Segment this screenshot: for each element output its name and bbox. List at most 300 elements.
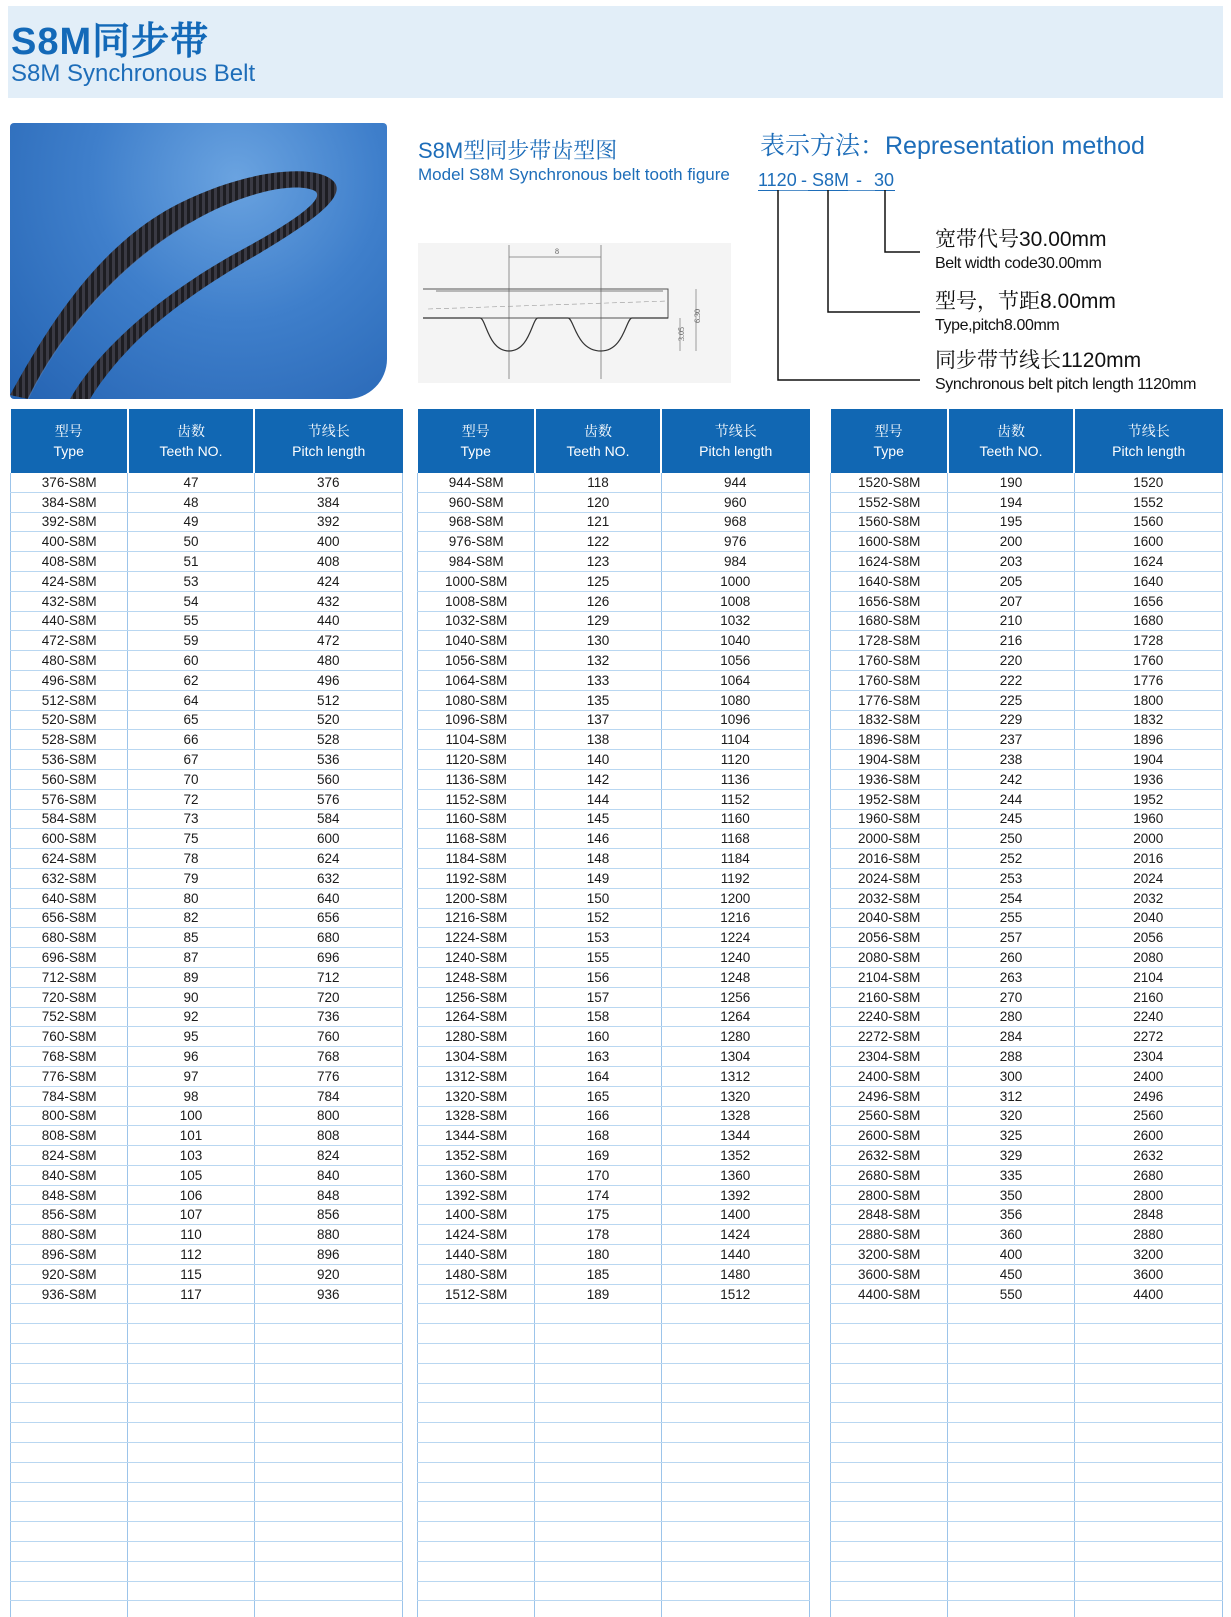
empty-table-row — [418, 1502, 810, 1522]
table-row — [831, 1106, 1223, 1126]
empty-cell — [11, 1423, 128, 1443]
teeth-cell: 360 — [948, 1225, 1074, 1245]
tooth-figure-title-cn: S8M型同步带齿型图 — [418, 138, 618, 163]
empty-cell — [1074, 1423, 1222, 1443]
type-cell: 2056-S8M — [831, 928, 948, 948]
pitch-length-cell: 2032 — [1074, 888, 1222, 908]
table-row — [11, 1245, 403, 1265]
teeth-cell: 90 — [128, 987, 254, 1007]
teeth-cell: 329 — [948, 1146, 1074, 1166]
table-row — [418, 1284, 810, 1304]
table-row — [11, 631, 403, 651]
table-row — [418, 1264, 810, 1284]
teeth-cell: 110 — [128, 1225, 254, 1245]
teeth-cell: 335 — [948, 1165, 1074, 1185]
type-header — [418, 409, 535, 473]
teeth-cell: 49 — [128, 512, 254, 532]
type-cell: 1520-S8M — [831, 473, 948, 492]
empty-table-row — [418, 1482, 810, 1502]
type-cell: 1184-S8M — [418, 849, 535, 869]
empty-cell — [418, 1462, 535, 1482]
teeth-cell: 300 — [948, 1066, 1074, 1086]
teeth-cell: 164 — [535, 1066, 661, 1086]
teeth-cell: 203 — [948, 552, 1074, 572]
empty-cell — [661, 1522, 809, 1542]
empty-cell — [254, 1363, 402, 1383]
empty-cell — [535, 1304, 661, 1324]
type-cell: 1728-S8M — [831, 631, 948, 651]
pitch-length-cell: 2104 — [1074, 967, 1222, 987]
type-header-cn: 型号 — [461, 423, 490, 439]
empty-cell — [948, 1383, 1074, 1403]
table-row — [11, 591, 403, 611]
type-cell: 2880-S8M — [831, 1225, 948, 1245]
type-cell: 2304-S8M — [831, 1047, 948, 1067]
pitch-length-cell: 376 — [254, 473, 402, 492]
empty-cell — [11, 1581, 128, 1601]
empty-cell — [418, 1304, 535, 1324]
table-row — [418, 1205, 810, 1225]
teeth-cell: 245 — [948, 809, 1074, 829]
type-cell: 536-S8M — [11, 750, 128, 770]
pitch-length-cell: 960 — [661, 492, 809, 512]
table-row — [418, 1106, 810, 1126]
table-row — [11, 730, 403, 750]
pitch-length-cell: 824 — [254, 1146, 402, 1166]
teeth-cell: 138 — [535, 730, 661, 750]
type-cell: 896-S8M — [11, 1245, 128, 1265]
empty-cell — [11, 1403, 128, 1423]
empty-cell — [948, 1443, 1074, 1463]
teeth-header-en: Teeth NO. — [979, 443, 1043, 459]
teeth-cell: 189 — [535, 1284, 661, 1304]
type-cell: 2632-S8M — [831, 1146, 948, 1166]
type-cell: 576-S8M — [11, 789, 128, 809]
table-row — [418, 1007, 810, 1027]
empty-cell — [254, 1324, 402, 1344]
type-cell: 3200-S8M — [831, 1245, 948, 1265]
pitch-length-cell: 1168 — [661, 829, 809, 849]
empty-table-row — [418, 1383, 810, 1403]
teeth-cell: 64 — [128, 690, 254, 710]
table-row — [418, 492, 810, 512]
empty-cell — [535, 1581, 661, 1601]
pitch-length-cell: 2080 — [1074, 948, 1222, 968]
table-row — [418, 690, 810, 710]
empty-table-row — [831, 1423, 1223, 1443]
type-cell: 1936-S8M — [831, 769, 948, 789]
empty-cell — [535, 1462, 661, 1482]
empty-cell — [831, 1363, 948, 1383]
table-row — [11, 690, 403, 710]
type-cell: 1216-S8M — [418, 908, 535, 928]
table-row — [11, 769, 403, 789]
teeth-cell: 53 — [128, 571, 254, 591]
empty-table-row — [418, 1324, 810, 1344]
pitch-length-header-cn: 节线长 — [714, 423, 757, 439]
pitch-length-cell: 1552 — [1074, 492, 1222, 512]
teeth-cell: 115 — [128, 1264, 254, 1284]
pitch-length-cell: 1104 — [661, 730, 809, 750]
pitch-length-cell: 1624 — [1074, 552, 1222, 572]
empty-cell — [11, 1383, 128, 1403]
teeth-header — [948, 409, 1074, 473]
table-row — [418, 473, 810, 492]
teeth-cell: 87 — [128, 948, 254, 968]
pitch-length-cell: 1392 — [661, 1185, 809, 1205]
table-row — [11, 651, 403, 671]
teeth-cell: 100 — [128, 1106, 254, 1126]
empty-cell — [128, 1462, 254, 1482]
type-cell: 1344-S8M — [418, 1126, 535, 1146]
teeth-cell: 190 — [948, 473, 1074, 492]
empty-cell — [11, 1561, 128, 1581]
pitch-length-cell: 528 — [254, 730, 402, 750]
type-cell: 1680-S8M — [831, 611, 948, 631]
empty-cell — [11, 1601, 128, 1617]
type-cell: 752-S8M — [11, 1007, 128, 1027]
pitch-length-cell: 496 — [254, 670, 402, 690]
pitch-length-cell: 1904 — [1074, 750, 1222, 770]
table-row — [831, 670, 1223, 690]
table-row — [831, 1185, 1223, 1205]
pitch-length-cell: 776 — [254, 1066, 402, 1086]
type-cell: 2400-S8M — [831, 1066, 948, 1086]
type-cell: 976-S8M — [418, 532, 535, 552]
teeth-cell: 225 — [948, 690, 1074, 710]
pitch-length-cell: 1800 — [1074, 690, 1222, 710]
pitch-length-cell: 536 — [254, 750, 402, 770]
table-row — [831, 611, 1223, 631]
code-length: 1120 — [758, 170, 797, 190]
type-header — [11, 409, 128, 473]
empty-table-row — [11, 1344, 403, 1364]
empty-cell — [418, 1383, 535, 1403]
empty-cell — [831, 1344, 948, 1364]
teeth-cell: 106 — [128, 1185, 254, 1205]
table-row — [831, 690, 1223, 710]
teeth-cell: 79 — [128, 868, 254, 888]
empty-table-row — [831, 1581, 1223, 1601]
type-cell: 1104-S8M — [418, 730, 535, 750]
teeth-cell: 130 — [535, 631, 661, 651]
table-row — [11, 1185, 403, 1205]
pitch-length-cell: 1952 — [1074, 789, 1222, 809]
table-row — [831, 571, 1223, 591]
width-code-label-cn: 宽带代号30.00mm — [935, 228, 1107, 251]
empty-cell — [128, 1561, 254, 1581]
table-row — [11, 1205, 403, 1225]
empty-cell — [535, 1344, 661, 1364]
type-cell: 824-S8M — [11, 1146, 128, 1166]
pitch-length-cell: 560 — [254, 769, 402, 789]
tooth-figure-title-en: Model S8M Synchronous belt tooth figure — [418, 165, 730, 184]
tooth-height-dimension-label: 3.05 — [677, 327, 686, 341]
pitch-length-cell: 2496 — [1074, 1086, 1222, 1106]
empty-table-row — [831, 1304, 1223, 1324]
type-cell: 1640-S8M — [831, 571, 948, 591]
empty-cell — [661, 1344, 809, 1364]
pitch-length-header — [254, 409, 402, 473]
teeth-cell: 132 — [535, 651, 661, 671]
table-row — [11, 571, 403, 591]
empty-cell — [1074, 1403, 1222, 1423]
table-row — [11, 750, 403, 770]
type-cell: 2104-S8M — [831, 967, 948, 987]
pitch-length-cell: 1080 — [661, 690, 809, 710]
empty-cell — [11, 1522, 128, 1542]
teeth-cell: 195 — [948, 512, 1074, 532]
empty-table-row — [11, 1363, 403, 1383]
table-row — [831, 730, 1223, 750]
pitch-length-cell: 720 — [254, 987, 402, 1007]
empty-cell — [418, 1502, 535, 1522]
type-cell: 1304-S8M — [418, 1047, 535, 1067]
empty-cell — [254, 1403, 402, 1423]
table-row — [11, 710, 403, 730]
pitch-length-cell: 1280 — [661, 1027, 809, 1047]
pitch-length-cell: 1152 — [661, 789, 809, 809]
type-cell: 984-S8M — [418, 552, 535, 572]
type-cell: 480-S8M — [11, 651, 128, 671]
table-row — [418, 1146, 810, 1166]
empty-cell — [535, 1363, 661, 1383]
empty-cell — [418, 1581, 535, 1601]
pitch-length-cell: 1560 — [1074, 512, 1222, 532]
type-cell: 1152-S8M — [418, 789, 535, 809]
empty-cell — [1074, 1324, 1222, 1344]
teeth-cell: 126 — [535, 591, 661, 611]
empty-cell — [1074, 1383, 1222, 1403]
table-row — [831, 1047, 1223, 1067]
empty-cell — [948, 1522, 1074, 1542]
teeth-cell: 117 — [128, 1284, 254, 1304]
pitch-length-cell: 856 — [254, 1205, 402, 1225]
type-cell: 472-S8M — [11, 631, 128, 651]
pitch-length-cell: 2800 — [1074, 1185, 1222, 1205]
pitch-length-cell: 1328 — [661, 1106, 809, 1126]
pitch-length-cell: 1032 — [661, 611, 809, 631]
teeth-cell: 66 — [128, 730, 254, 750]
empty-cell — [831, 1304, 948, 1324]
table-row — [418, 571, 810, 591]
table-row — [11, 967, 403, 987]
empty-table-row — [11, 1502, 403, 1522]
pitch-length-cell: 976 — [661, 532, 809, 552]
type-cell: 2600-S8M — [831, 1126, 948, 1146]
type-cell: 1960-S8M — [831, 809, 948, 829]
pitch-length-cell: 2160 — [1074, 987, 1222, 1007]
empty-table-row — [418, 1601, 810, 1617]
table-row — [418, 789, 810, 809]
type-cell: 424-S8M — [11, 571, 128, 591]
table-row — [11, 1106, 403, 1126]
empty-table-row — [831, 1542, 1223, 1562]
teeth-cell: 95 — [128, 1027, 254, 1047]
teeth-cell: 101 — [128, 1126, 254, 1146]
table-row — [418, 532, 810, 552]
pitch-length-cell: 784 — [254, 1086, 402, 1106]
table-row — [831, 948, 1223, 968]
empty-cell — [661, 1304, 809, 1324]
type-cell: 968-S8M — [418, 512, 535, 532]
type-cell: 1560-S8M — [831, 512, 948, 532]
type-cell: 1280-S8M — [418, 1027, 535, 1047]
table-row — [831, 1205, 1223, 1225]
table-row — [831, 888, 1223, 908]
teeth-cell: 112 — [128, 1245, 254, 1265]
type-header — [831, 409, 948, 473]
type-cell: 1552-S8M — [831, 492, 948, 512]
empty-cell — [661, 1502, 809, 1522]
type-header-cn: 型号 — [874, 423, 903, 439]
empty-cell — [128, 1542, 254, 1562]
table-row — [11, 1126, 403, 1146]
empty-cell — [948, 1502, 1074, 1522]
teeth-cell: 155 — [535, 948, 661, 968]
teeth-cell: 157 — [535, 987, 661, 1007]
empty-cell — [11, 1304, 128, 1324]
type-cell: 2040-S8M — [831, 908, 948, 928]
type-cell: 784-S8M — [11, 1086, 128, 1106]
type-cell: 1224-S8M — [418, 928, 535, 948]
pitch-length-cell: 1040 — [661, 631, 809, 651]
empty-cell — [948, 1561, 1074, 1581]
empty-cell — [1074, 1482, 1222, 1502]
pitch-length-cell: 760 — [254, 1027, 402, 1047]
table-row — [831, 1086, 1223, 1106]
empty-table-row — [11, 1423, 403, 1443]
type-cell: 384-S8M — [11, 492, 128, 512]
type-cell: 1440-S8M — [418, 1245, 535, 1265]
teeth-cell: 400 — [948, 1245, 1074, 1265]
empty-table-row — [11, 1522, 403, 1542]
pitch-length-cell: 2848 — [1074, 1205, 1222, 1225]
teeth-cell: 121 — [535, 512, 661, 532]
pitch-length-cell: 1096 — [661, 710, 809, 730]
representation-title: 表示方法：Representation method — [760, 132, 1145, 160]
pitch-length-header-en: Pitch length — [699, 443, 773, 459]
table-row — [831, 591, 1223, 611]
empty-table-row — [418, 1522, 810, 1542]
table-row — [831, 1165, 1223, 1185]
pitch-length-cell: 1240 — [661, 948, 809, 968]
empty-table-row — [831, 1561, 1223, 1581]
empty-table-row — [418, 1344, 810, 1364]
pitch-length-cell: 408 — [254, 552, 402, 572]
type-pitch-label-cn: 型号，节距8.00mm — [935, 290, 1116, 313]
teeth-cell: 146 — [535, 829, 661, 849]
type-cell: 960-S8M — [418, 492, 535, 512]
empty-table-row — [831, 1502, 1223, 1522]
type-cell: 2024-S8M — [831, 868, 948, 888]
type-cell: 376-S8M — [11, 473, 128, 492]
type-cell: 1952-S8M — [831, 789, 948, 809]
empty-cell — [128, 1423, 254, 1443]
code-separator-2: - — [856, 170, 862, 190]
empty-cell — [661, 1423, 809, 1443]
type-cell: 944-S8M — [418, 473, 535, 492]
teeth-cell: 92 — [128, 1007, 254, 1027]
teeth-cell: 270 — [948, 987, 1074, 1007]
belt-table-1 — [10, 409, 403, 1617]
empty-table-row — [831, 1403, 1223, 1423]
pitch-length-cell: 1480 — [661, 1264, 809, 1284]
type-cell: 1832-S8M — [831, 710, 948, 730]
table-row — [418, 591, 810, 611]
type-cell: 560-S8M — [11, 769, 128, 789]
empty-cell — [418, 1344, 535, 1364]
table-row — [11, 928, 403, 948]
type-cell: 1192-S8M — [418, 868, 535, 888]
type-cell: 1424-S8M — [418, 1225, 535, 1245]
teeth-header-cn: 齿数 — [996, 423, 1025, 439]
empty-cell — [948, 1324, 1074, 1344]
type-cell: 2800-S8M — [831, 1185, 948, 1205]
table-row — [418, 1027, 810, 1047]
teeth-cell: 254 — [948, 888, 1074, 908]
type-cell: 2080-S8M — [831, 948, 948, 968]
type-cell: 4400-S8M — [831, 1284, 948, 1304]
pitch-length-cell: 1184 — [661, 849, 809, 869]
pitch-length-cell: 392 — [254, 512, 402, 532]
empty-cell — [418, 1601, 535, 1617]
empty-cell — [535, 1601, 661, 1617]
type-cell: 1512-S8M — [418, 1284, 535, 1304]
type-cell: 1200-S8M — [418, 888, 535, 908]
teeth-header — [535, 409, 661, 473]
teeth-cell: 252 — [948, 849, 1074, 869]
teeth-cell: 120 — [535, 492, 661, 512]
teeth-cell: 280 — [948, 1007, 1074, 1027]
empty-cell — [948, 1581, 1074, 1601]
pitch-length-cell: 480 — [254, 651, 402, 671]
table-row — [11, 512, 403, 532]
empty-cell — [661, 1383, 809, 1403]
pitch-length-cell: 1936 — [1074, 769, 1222, 789]
type-cell: 656-S8M — [11, 908, 128, 928]
empty-table-row — [11, 1561, 403, 1581]
teeth-cell: 59 — [128, 631, 254, 651]
type-cell: 1160-S8M — [418, 809, 535, 829]
type-header-en: Type — [460, 443, 491, 459]
type-cell: 632-S8M — [11, 868, 128, 888]
teeth-cell: 185 — [535, 1264, 661, 1284]
type-cell: 440-S8M — [11, 611, 128, 631]
teeth-cell: 257 — [948, 928, 1074, 948]
type-cell: 800-S8M — [11, 1106, 128, 1126]
pitch-length-cell: 1344 — [661, 1126, 809, 1146]
pitch-length-cell: 1352 — [661, 1146, 809, 1166]
type-cell: 432-S8M — [11, 591, 128, 611]
teeth-cell: 163 — [535, 1047, 661, 1067]
type-cell: 2032-S8M — [831, 888, 948, 908]
table-row — [831, 532, 1223, 552]
empty-cell — [831, 1423, 948, 1443]
type-cell: 920-S8M — [11, 1264, 128, 1284]
table-row — [11, 829, 403, 849]
tooth-profile-figure — [418, 243, 731, 383]
teeth-cell: 156 — [535, 967, 661, 987]
type-cell: 1312-S8M — [418, 1066, 535, 1086]
teeth-cell: 253 — [948, 868, 1074, 888]
pitch-length-cell: 1312 — [661, 1066, 809, 1086]
teeth-cell: 160 — [535, 1027, 661, 1047]
type-cell: 1400-S8M — [418, 1205, 535, 1225]
type-header-en: Type — [53, 443, 84, 459]
pitch-length-cell: 400 — [254, 532, 402, 552]
pitch-length-header-cn: 节线长 — [1127, 423, 1170, 439]
